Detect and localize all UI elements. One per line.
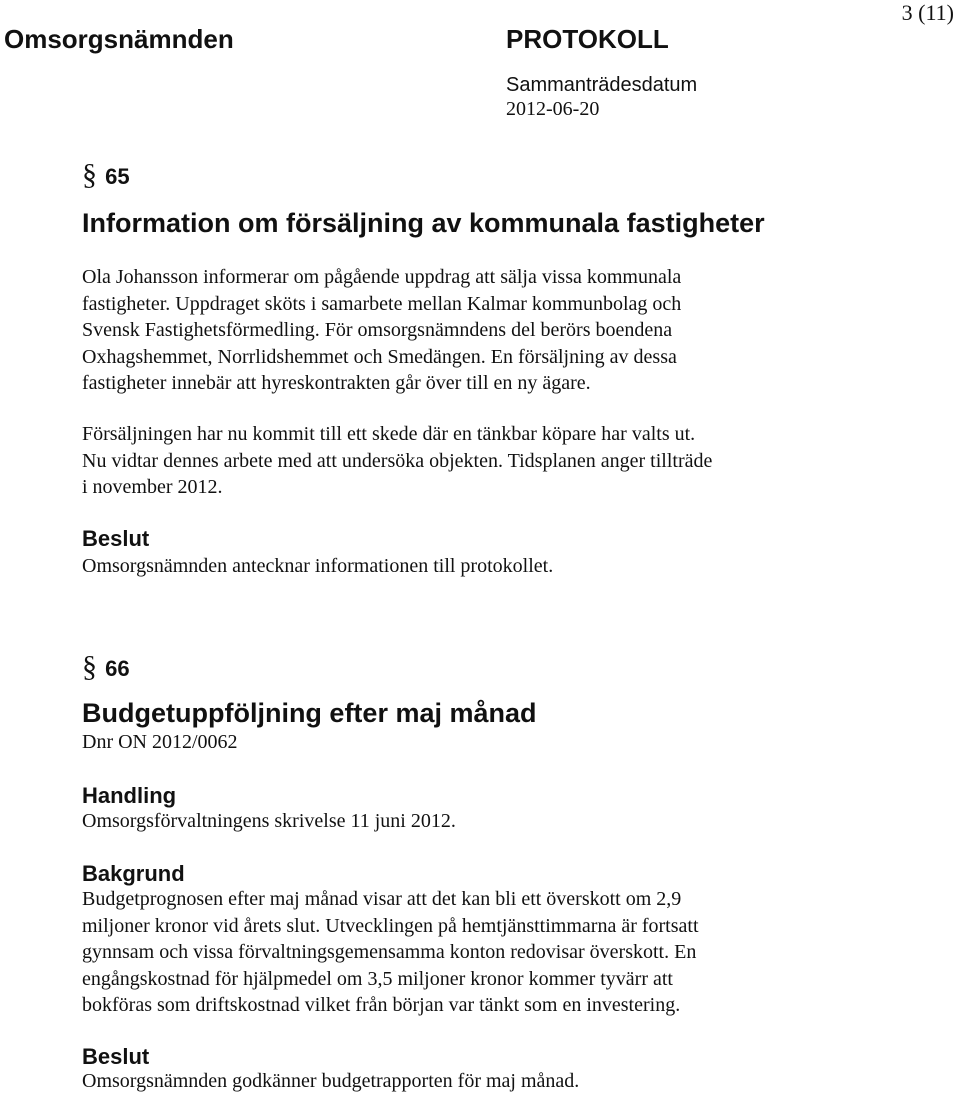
decision-label: Beslut	[82, 526, 150, 551]
paragraph-line: fastigheter innebär att hyreskontrakten går över till en ny ägare.	[82, 372, 591, 394]
handling-label: Handling	[82, 783, 177, 808]
paragraph-line: Budgetprognosen efter maj månad visar att det kan bli ett överskott om 2,9	[82, 888, 682, 910]
background-paragraph	[82, 886, 802, 1019]
section-number	[82, 650, 130, 684]
section-heading: Information om försäljning av kommunala fastigheter	[82, 208, 765, 238]
decision-text: Omsorgsnämnden antecknar informationen till protokollet.	[82, 555, 554, 577]
paragraph-line: fastigheter. Uppdraget sköts i samarbete mellan Kalmar kommunbolag och	[82, 292, 682, 315]
handling-text: Omsorgsförvaltningens skrivelse 11 juni 2012.	[82, 810, 456, 832]
paragraph-line: gynnsam och vissa förvaltningsgemensamma konton redovisar överskott. En	[82, 941, 697, 963]
section-sign-icon: §	[82, 158, 97, 191]
decision-label: Beslut	[82, 1044, 150, 1069]
paragraph-line: bokföras som driftskostnad vilket från början var tänkt som en investering.	[82, 994, 681, 1016]
paragraph-line: Oxhagshemmet, Norrlidshemmet och Smedängen. En försäljning av dessa	[82, 345, 677, 368]
section-paragraph	[82, 421, 802, 501]
paragraph-line: Försäljningen har nu kommit till ett skede där en tänkbar köpare har valts ut.	[82, 423, 696, 445]
section-number-value: 66	[105, 656, 130, 681]
section-number	[82, 158, 130, 192]
meeting-date: 2012-06-20	[506, 98, 600, 120]
paragraph-line: i november 2012.	[82, 476, 223, 498]
section-heading: Budgetuppföljning efter maj månad	[82, 698, 537, 728]
section-number-value: 65	[105, 164, 130, 189]
meeting-date-label: Sammanträdesdatum	[506, 74, 698, 96]
organization-name: Omsorgsnämnden	[4, 24, 234, 54]
paragraph-line: Ola Johansson informerar om pågående uppdrag att sälja vissa kommunala	[82, 266, 682, 288]
paragraph-line: Nu vidtar dennes arbete med att undersöka objekten. Tidsplanen anger tillträde	[82, 449, 713, 472]
paragraph-line: Svensk Fastighetsförmedling. För omsorgsnämndens del berörs boendena	[82, 319, 673, 341]
decision-text: Omsorgsnämnden godkänner budgetrapporten för maj månad.	[82, 1070, 580, 1092]
page-number: 3 (11)	[901, 0, 954, 25]
paragraph-line: miljoner kronor vid årets slut. Utvecklingen på hemtjänsttimmarna är fortsatt	[82, 914, 699, 937]
case-number: Dnr ON 2012/0062	[82, 731, 238, 753]
document-title: PROTOKOLL	[506, 24, 669, 54]
section-sign-icon: §	[82, 650, 97, 683]
section-paragraph	[82, 264, 802, 397]
background-label: Bakgrund	[82, 861, 185, 886]
paragraph-line: engångskostnad för hjälpmedel om 3,5 miljoner kronor kommer tyvärr att	[82, 967, 673, 990]
